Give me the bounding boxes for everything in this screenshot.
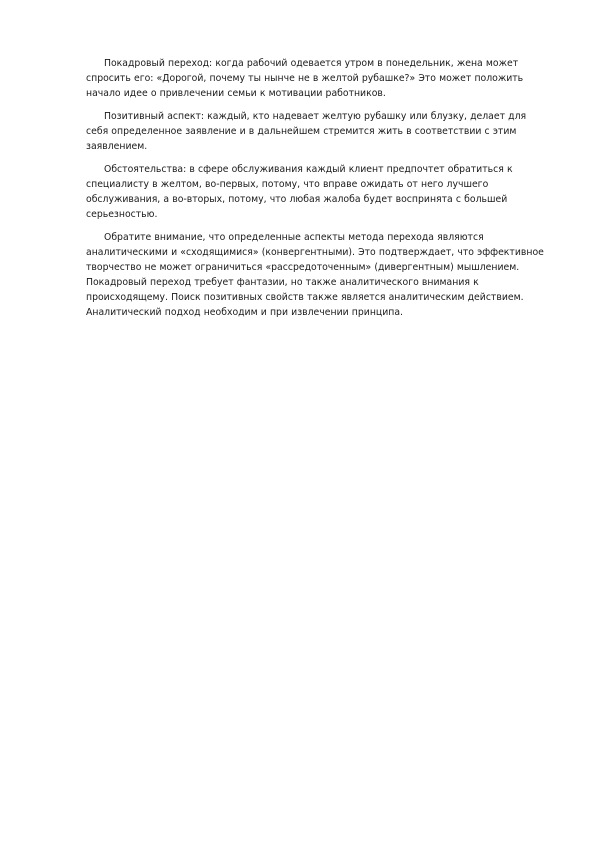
paragraph-positive-aspect: Позитивный аспект: каждый, кто надевает желтую рубашку или блузку, делает для себя определенное заявление и в дальнейшем стремится жить в соответствии с этим заявлением. xyxy=(86,111,527,152)
document-body xyxy=(86,56,550,328)
paragraph-circumstances: Обстоятельства: в сфере обслуживания каждый клиент предпочтет обратиться к специалисту в желтом, во-первых, потому, что вправе ожидать от него лучшего обслуживания, а во-вторых, потому, что любая жалоба будет воспринята с большей серьезностью. xyxy=(86,164,513,220)
paragraph-frame-transition: Покадровый переход: когда рабочий одевается утром в понедельник, жена может спросить его: «Дорогой, почему ты нынче не в желтой рубашке?» Это может положить начало идее о привлечении семьи к мотивации работников. xyxy=(86,58,524,99)
paragraph-analytical-note: Обратите внимание, что определенные аспекты метода перехода являются аналитическими и «сходящимися» (конвергентными). Это подтверждает, что эффективное творчество не может ограничиться «рассредоточенным» (дивергентным) мышлением. Покадровый переход требует фантазии, но также аналитического внимания к происходящему. Поиск позитивных свойств также является аналитическим действием. Аналитический подход необходим и при извлечении принципа. xyxy=(86,232,544,318)
